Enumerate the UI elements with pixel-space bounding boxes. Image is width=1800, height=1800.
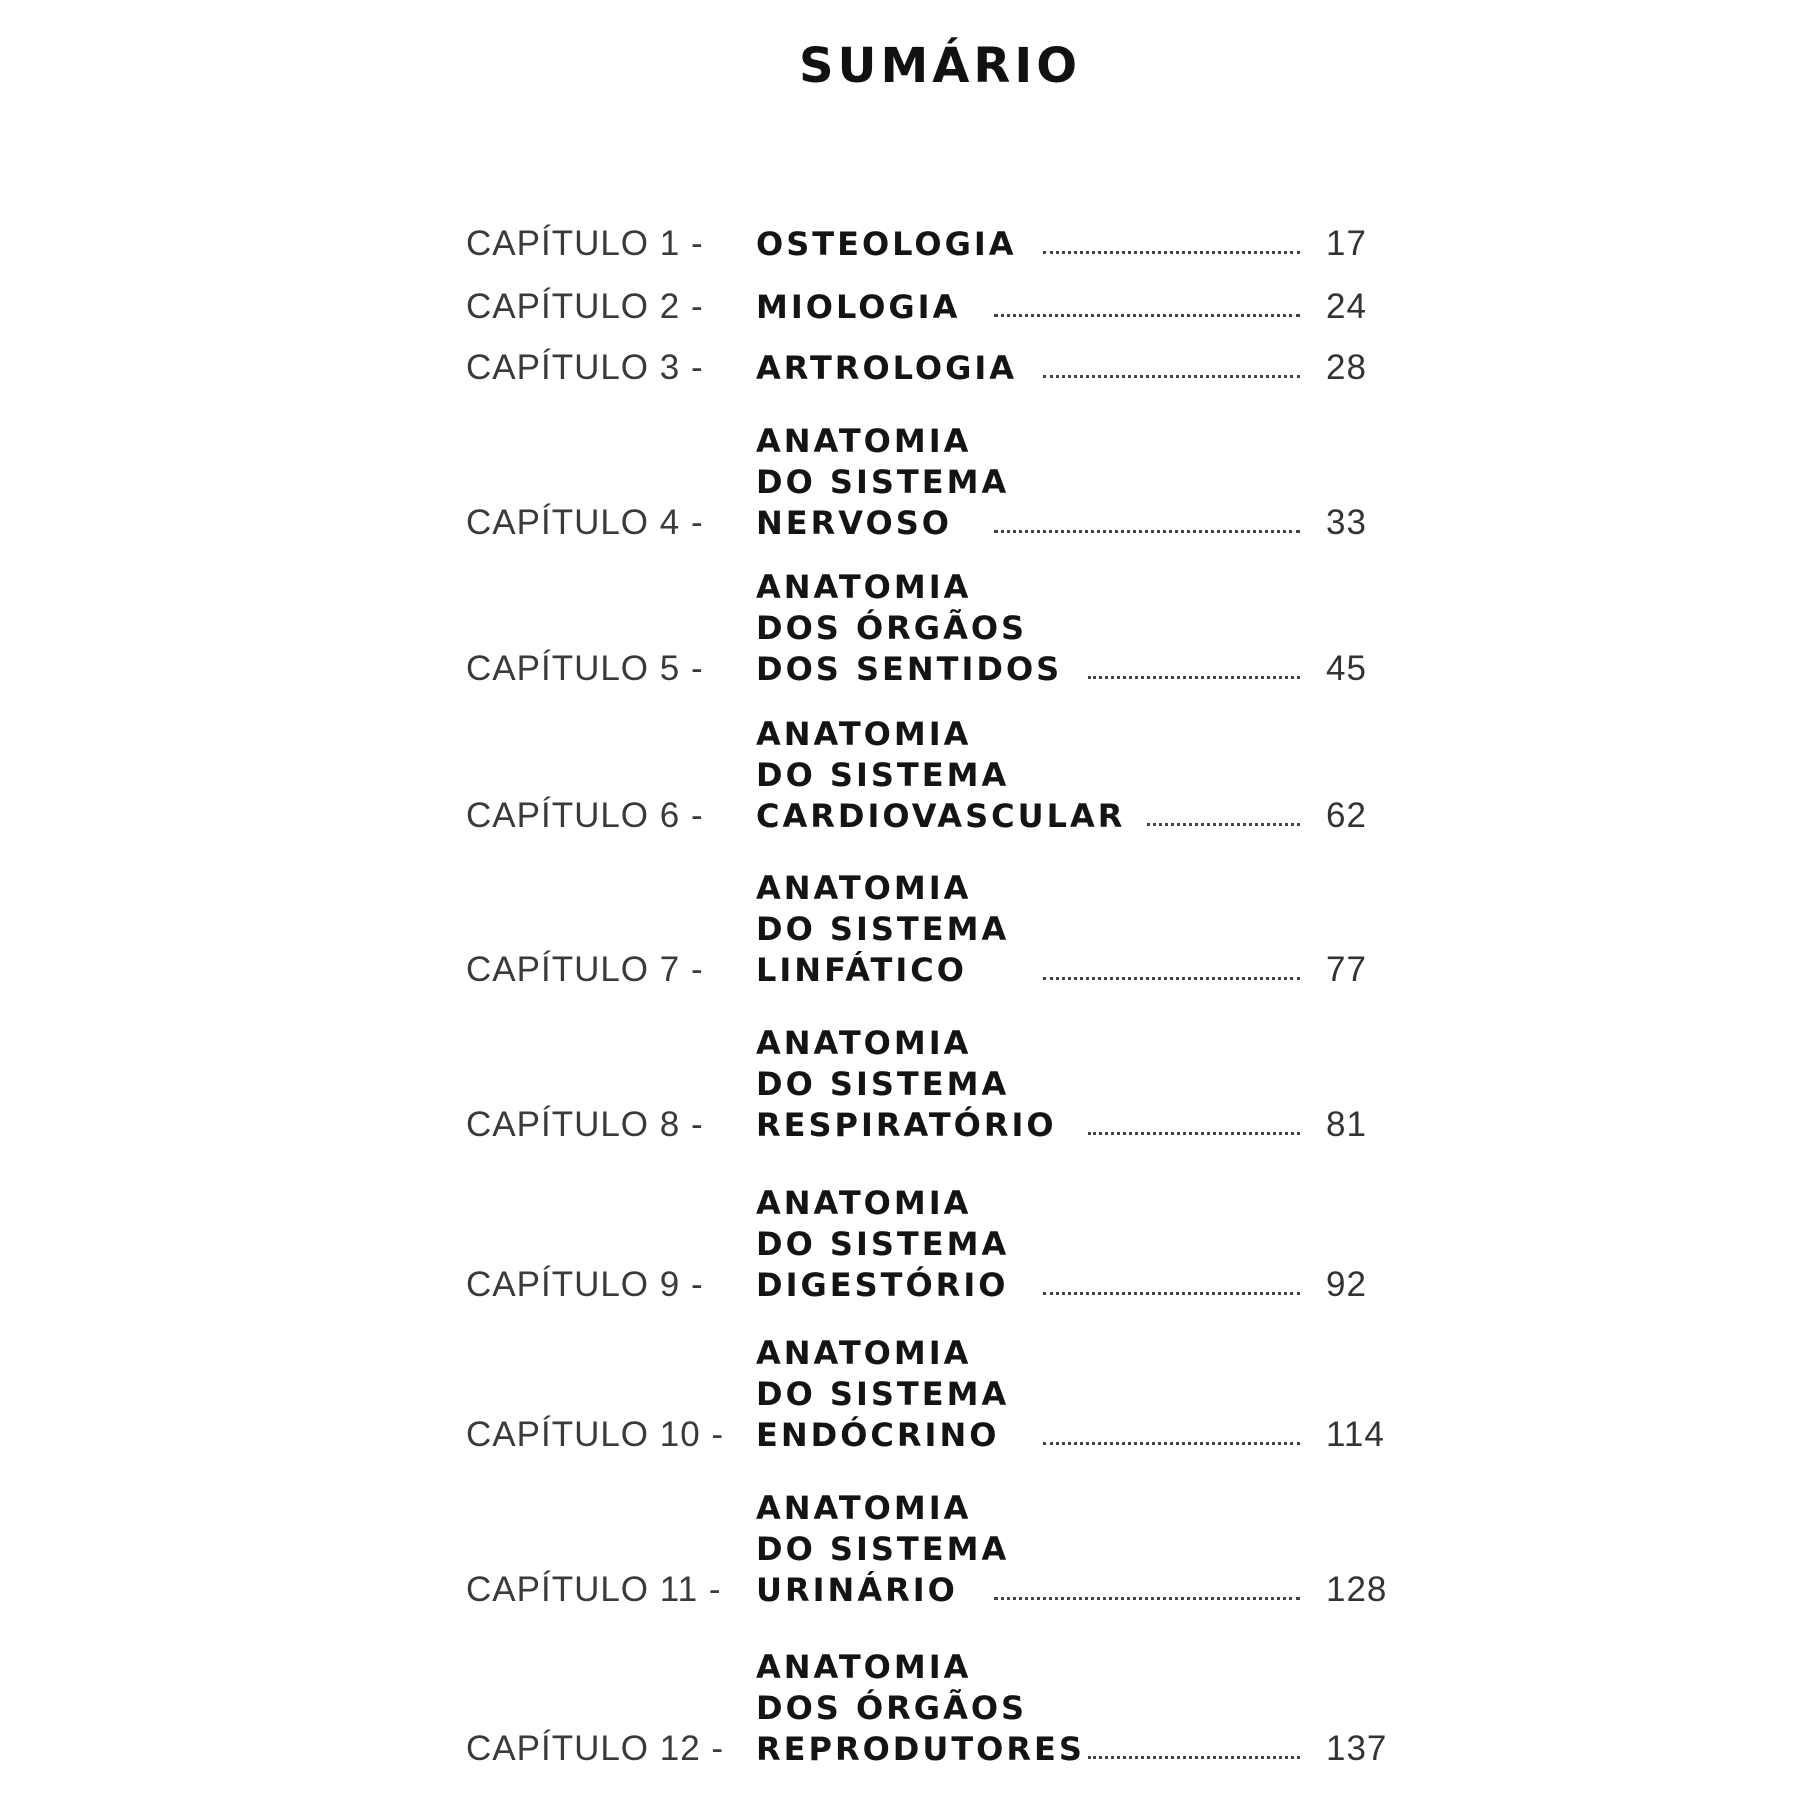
chapter-title-line: ANATOMIA bbox=[756, 568, 972, 606]
chapter-label: CAPÍTULO 3 - bbox=[466, 348, 704, 387]
chapter-title-line: DIGESTÓRIO bbox=[756, 1266, 1009, 1304]
chapter-title bbox=[756, 287, 960, 328]
dotted-leader bbox=[1043, 375, 1300, 378]
chapter-title bbox=[756, 567, 1062, 690]
page-number: 62 bbox=[1326, 796, 1367, 835]
chapter-label: CAPÍTULO 2 - bbox=[466, 287, 704, 326]
chapter-title-line: ENDÓCRINO bbox=[756, 1416, 1000, 1454]
chapter-title-line: DO SISTEMA bbox=[756, 910, 1010, 948]
chapter-title-line: NERVOSO bbox=[756, 504, 952, 542]
chapter-label: CAPÍTULO 5 - bbox=[466, 649, 704, 688]
dotted-leader bbox=[1043, 1292, 1300, 1295]
page-number: 17 bbox=[1326, 224, 1367, 263]
chapter-title bbox=[756, 224, 1017, 265]
chapter-title-line: ANATOMIA bbox=[756, 1334, 972, 1372]
chapter-label: CAPÍTULO 10 - bbox=[466, 1415, 725, 1454]
chapter-label: CAPÍTULO 6 - bbox=[466, 796, 704, 835]
dotted-leader bbox=[1088, 1756, 1300, 1759]
chapter-title-line: ANATOMIA bbox=[756, 869, 972, 907]
chapter-label: CAPÍTULO 11 - bbox=[466, 1570, 722, 1609]
chapter-title-line: RESPIRATÓRIO bbox=[756, 1106, 1057, 1144]
dotted-leader bbox=[1088, 676, 1300, 679]
chapter-title-line: DOS SENTIDOS bbox=[756, 650, 1063, 688]
chapter-title bbox=[756, 421, 1009, 544]
chapter-title-line: DOS ÓRGÃOS bbox=[756, 1689, 1028, 1727]
chapter-title-line: DO SISTEMA bbox=[756, 1225, 1010, 1263]
chapter-title-line: MIOLOGIA bbox=[756, 288, 961, 326]
chapter-title-line: DO SISTEMA bbox=[756, 1530, 1010, 1568]
chapter-label: CAPÍTULO 7 - bbox=[466, 950, 704, 989]
chapter-title-line: ANATOMIA bbox=[756, 1184, 972, 1222]
chapter-title-line: DOS ÓRGÃOS bbox=[756, 609, 1028, 647]
chapter-title-line: REPRODUTORES bbox=[756, 1730, 1085, 1768]
chapter-title bbox=[756, 868, 1009, 991]
dotted-leader bbox=[1147, 823, 1300, 826]
chapter-label: CAPÍTULO 12 - bbox=[466, 1729, 725, 1768]
chapter-title-line: OSTEOLOGIA bbox=[756, 225, 1017, 263]
chapter-title bbox=[756, 1023, 1057, 1146]
page-number: 128 bbox=[1326, 1570, 1388, 1609]
chapter-title-line: ANATOMIA bbox=[756, 422, 972, 460]
dotted-leader bbox=[994, 530, 1300, 533]
chapter-title-line: ARTROLOGIA bbox=[756, 349, 1018, 387]
chapter-title bbox=[756, 714, 1125, 837]
dotted-leader bbox=[1043, 1442, 1300, 1445]
chapter-title-line: CARDIOVASCULAR bbox=[756, 797, 1126, 835]
dotted-leader bbox=[994, 314, 1300, 317]
page-number: 137 bbox=[1326, 1729, 1388, 1768]
page-number: 24 bbox=[1326, 287, 1367, 326]
chapter-title-line: DO SISTEMA bbox=[756, 1065, 1010, 1103]
chapter-title-line: LINFÁTICO bbox=[756, 951, 967, 989]
chapter-label: CAPÍTULO 4 - bbox=[466, 503, 704, 542]
chapter-title bbox=[756, 348, 1017, 389]
page-number: 114 bbox=[1326, 1415, 1385, 1454]
chapter-title-line: ANATOMIA bbox=[756, 1024, 972, 1062]
page-title: SUMÁRIO bbox=[798, 38, 1082, 94]
page-number: 77 bbox=[1326, 950, 1367, 989]
chapter-title bbox=[756, 1333, 1009, 1456]
page-number: 28 bbox=[1326, 348, 1367, 387]
dotted-leader bbox=[1088, 1132, 1300, 1135]
chapter-title-line: DO SISTEMA bbox=[756, 463, 1010, 501]
chapter-title-line: URINÁRIO bbox=[756, 1571, 958, 1609]
chapter-label: CAPÍTULO 8 - bbox=[466, 1105, 704, 1144]
page-number: 33 bbox=[1326, 503, 1367, 542]
page-number: 92 bbox=[1326, 1265, 1367, 1304]
page-number: 81 bbox=[1326, 1105, 1367, 1144]
chapter-title bbox=[756, 1183, 1009, 1306]
chapter-title-line: ANATOMIA bbox=[756, 715, 972, 753]
page-number: 45 bbox=[1326, 649, 1367, 688]
chapter-title-line: DO SISTEMA bbox=[756, 756, 1010, 794]
chapter-label: CAPÍTULO 1 - bbox=[466, 224, 704, 263]
chapter-title-line: ANATOMIA bbox=[756, 1489, 972, 1527]
chapter-title bbox=[756, 1488, 1009, 1611]
chapter-label: CAPÍTULO 9 - bbox=[466, 1265, 704, 1304]
chapter-title-line: DO SISTEMA bbox=[756, 1375, 1010, 1413]
dotted-leader bbox=[1043, 977, 1300, 980]
chapter-title bbox=[756, 1647, 1085, 1770]
dotted-leader bbox=[1043, 251, 1300, 254]
chapter-title-line: ANATOMIA bbox=[756, 1648, 972, 1686]
dotted-leader bbox=[994, 1597, 1300, 1600]
